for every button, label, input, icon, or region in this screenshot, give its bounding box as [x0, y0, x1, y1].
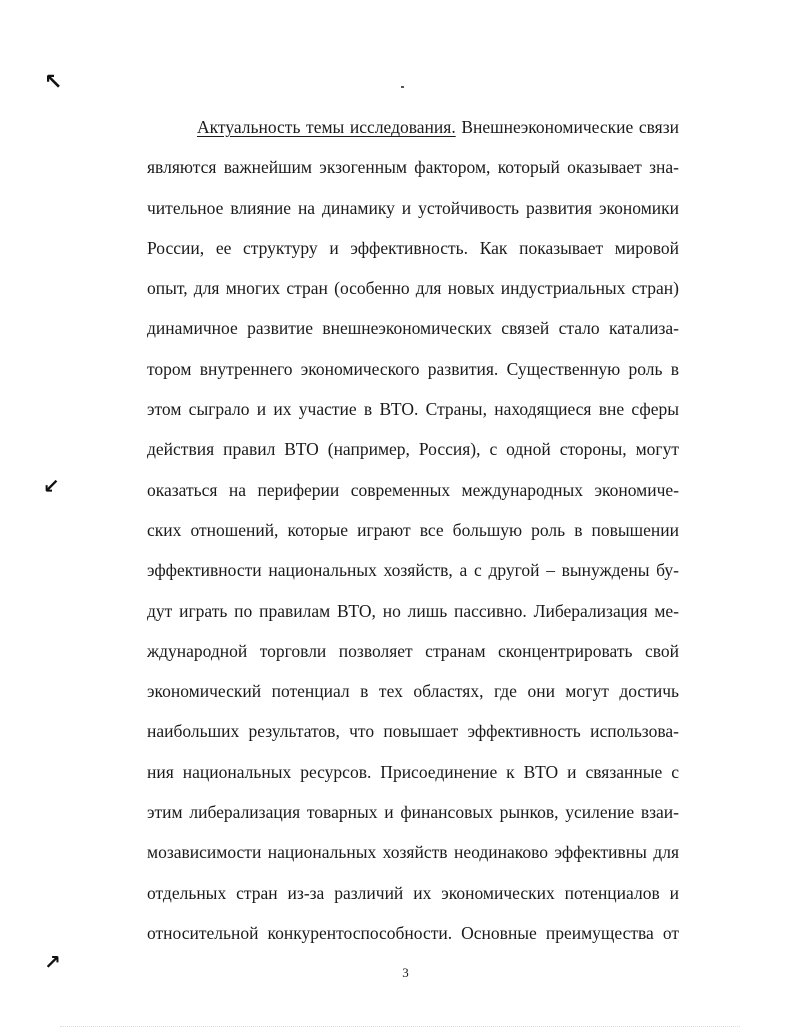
text-line-15: экономический потенциал в тех областях, где они могут достичь [147, 681, 679, 702]
text-line-20: отдельных стран из-за различий их экономических потенциалов и [147, 882, 679, 903]
text-line-5: опыт, для многих стран (особенно для новых индустриальных стран) [147, 278, 679, 299]
text-line-9: действия правил ВТО (например, Россия), с одной стороны, могут [147, 439, 679, 460]
text-line-17: ния национальных ресурсов. Присоединение к ВТО и связанные с [147, 761, 679, 782]
text-line-19: мозависимости национальных хозяйств неодинаково эффективны для [147, 842, 679, 863]
text-line-16: наибольших результатов, что повышает эффективность использова- [147, 721, 679, 742]
text-line-6: динамичное развитие внешнеэкономических связей стало катализа- [147, 318, 679, 339]
scan-speck [401, 86, 404, 88]
text-line-4: России, ее структуру и эффективность. Как показывает мировой [147, 237, 679, 258]
section-heading: Актуальность темы исследования. [197, 117, 456, 137]
body-text [147, 114, 679, 960]
text-line-1 [147, 114, 679, 154]
margin-mark-middle: ↙ [43, 474, 60, 498]
text-line-11: ских отношений, которые играют все большую роль в повышении [147, 519, 679, 540]
text-line-12: эффективности национальных хозяйств, а с другой – вынуждены бу- [147, 560, 679, 581]
text-line-14: ждународной торговли позволяет странам сконцентрировать свой [147, 640, 679, 661]
text-line-18: этим либерализация товарных и финансовых рынков, усиление взаи- [147, 802, 679, 823]
margin-mark-top: ↖ [44, 70, 63, 95]
scan-noise [60, 1022, 740, 1027]
page-number: 3 [402, 965, 409, 980]
text-line-8: этом сыграло и их участие в ВТО. Страны, находящиеся вне сферы [147, 399, 679, 420]
margin-mark-bottom: ↗ [44, 950, 61, 974]
text-line-3: чительное влияние на динамику и устойчивость развития экономики [147, 197, 679, 218]
text-line-13: дут играть по правилам ВТО, но лишь пассивно. Либерализация ме- [147, 600, 679, 621]
text-line-2: являются важнейшим экзогенным фактором, который оказывает зна- [147, 157, 679, 178]
text-line-21: относительной конкурентоспособности. Основные преимущества от [147, 922, 679, 943]
text-line-10: оказаться на периферии современных международных экономиче- [147, 479, 679, 500]
text-line-7: тором внутреннего экономического развития. Существенную роль в [147, 358, 679, 379]
text-line-1-rest: Внешнеэкономические связи [455, 117, 679, 137]
